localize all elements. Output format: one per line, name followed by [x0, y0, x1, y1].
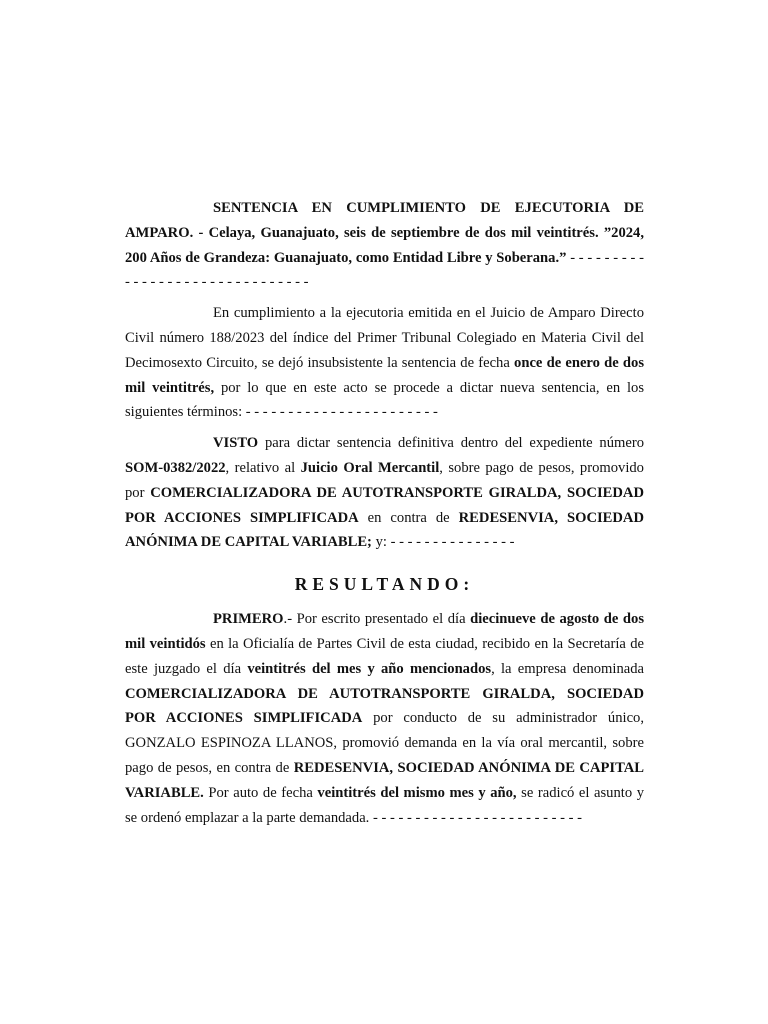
text-run: se radicó el asunto y se ordenó emplazar a la parte demandada. - - - - - - - - - - - - - - - - - - - - - - - - -	[125, 784, 644, 826]
bold-text-run: REDESENVIA, SOCIEDAD ANÓNIMA DE CAPITAL VARIABLE;	[125, 509, 645, 551]
bold-text-run: PRIMERO	[213, 611, 284, 628]
text-run: para dictar sentencia definitiva dentro del expediente número	[258, 435, 644, 452]
bold-text-run: SENTENCIA EN CUMPLIMIENTO DE EJECUTORIA DE AMPARO. - Celaya, Guanajuato, seis de septiembre de dos mil veintitrés. ”2024, 200 Años de Grandeza: Guanajuato, como Entidad Libre y Soberana.”	[125, 200, 644, 266]
text-run: en contra de	[358, 509, 459, 526]
bold-text-run: once de enero de dos mil veintitrés,	[125, 354, 645, 396]
bold-text-run: COMERCIALIZADORA DE AUTOTRANSPORTE GIRALDA, SOCIEDAD POR ACCIONES SIMPLIFICADA	[125, 484, 644, 526]
bold-text-run: COMERCIALIZADORA DE AUTOTRANSPORTE GIRALDA, SOCIEDAD POR ACCIONES SIMPLIFICADA	[125, 685, 644, 727]
bold-text-run: SOM-0382/2022	[125, 459, 226, 476]
text-run: - - - - - - - - - - - - - - - - - - - - - - - - - - - - - - -	[125, 249, 644, 291]
text-run: , sobre pago de pesos, promovido por	[125, 459, 644, 501]
primero-paragraph	[125, 607, 644, 830]
text-run: , la empresa denominada	[491, 660, 645, 677]
bold-text-run: REDESENVIA, SOCIEDAD ANÓNIMA DE CAPITAL VARIABLE.	[125, 759, 644, 801]
bold-text-run: veintitrés del mes y año mencionados	[247, 660, 492, 677]
heading-paragraph	[125, 196, 644, 295]
text-run: por conducto de su administrador único, GONZALO ESPINOZA LLANOS, promovió demanda en la vía oral mercantil, sobre pago de pesos, en contra de	[125, 710, 645, 776]
visto-paragraph	[125, 431, 644, 555]
document-body	[125, 196, 644, 830]
bold-text-run: veintitrés del mismo mes y año,	[317, 784, 517, 801]
bold-text-run: Juicio Oral Mercantil	[300, 459, 440, 476]
cumplimiento-paragraph	[125, 301, 644, 425]
text-run: por lo que en este acto se procede a dictar nueva sentencia, en los siguientes términos: - - - - - - - - - - - - - - - - - - - - - - -	[125, 379, 644, 421]
text-run: y: - - - - - - - - - - - - - - -	[371, 534, 515, 551]
text-run: , relativo al	[225, 459, 301, 476]
bold-text-run: diecinueve de agosto de dos mil veintidós	[125, 611, 645, 652]
bold-text-run: RESULTANDO:	[294, 574, 475, 595]
bold-text-run: VISTO	[213, 435, 259, 452]
text-run: .- Por escrito presentado el día	[283, 611, 471, 628]
text-run: Por auto de fecha	[203, 784, 318, 801]
text-run: en la Oficialía de Partes Civil de esta ciudad, recibido en la Secretaría de este juzgado el día	[125, 635, 644, 677]
text-run: En cumplimiento a la ejecutoria emitida en el Juicio de Amparo Directo Civil número 188/2023 del índice del Primer Tribunal Colegiado en Materia Civil del Decimosexto Circuito, se dejó insubsistente la sentencia de fecha	[125, 305, 644, 371]
resultando-heading	[125, 572, 644, 596]
